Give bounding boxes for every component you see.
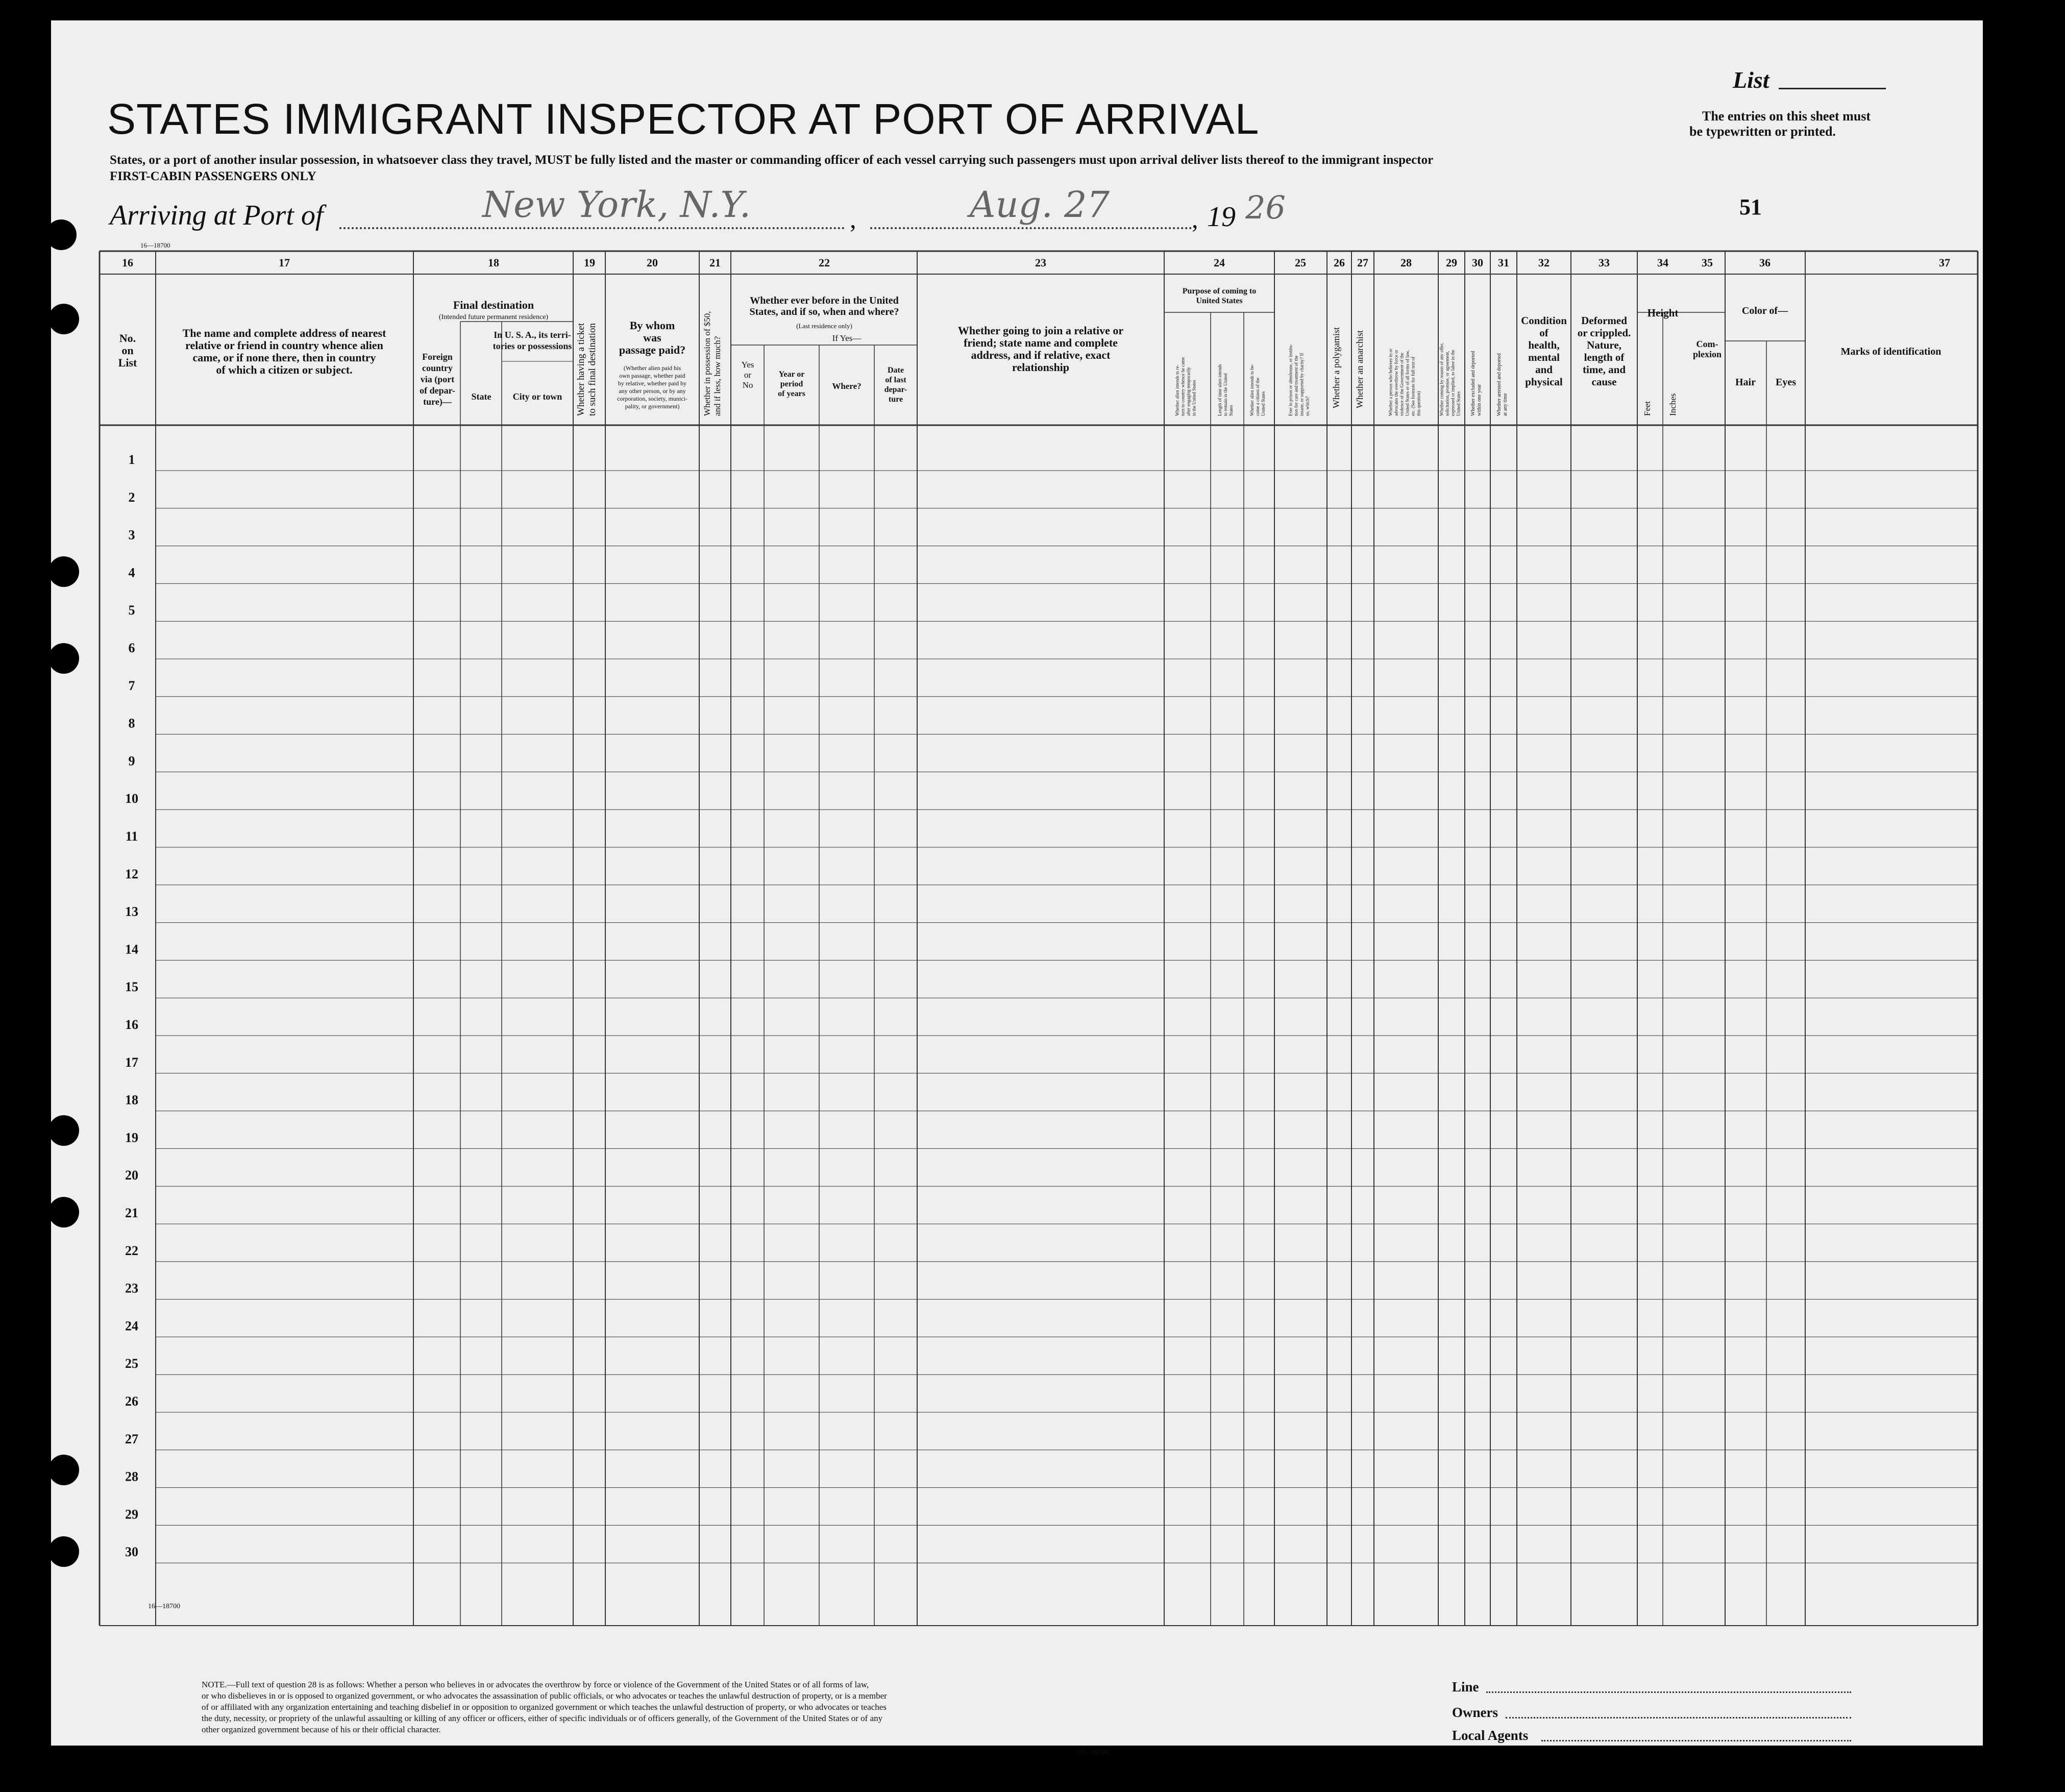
row-number: 3 [128, 527, 135, 543]
row-number: 17 [125, 1054, 138, 1070]
local-agents-label: Local Agents [1452, 1728, 1529, 1743]
if-yes-header: If Yes— [832, 333, 862, 343]
col31-header: at any time [1503, 393, 1508, 416]
col27-header: Whether an anarchist [1355, 330, 1365, 408]
col20-note: own passage, whether paid [619, 372, 685, 379]
list-label: List [1733, 67, 1769, 93]
complexion-header: Com- [1696, 339, 1718, 349]
row-number: 20 [125, 1168, 138, 1183]
col25-header: Ever in prison or almshouse, or institu- [1288, 344, 1293, 416]
col33-header: or crippled. [1577, 327, 1631, 339]
city-or-town-header: City or town [512, 391, 562, 402]
column-number: 24 [1214, 256, 1225, 269]
col29-header: United States [1456, 391, 1461, 416]
row-number: 27 [125, 1431, 138, 1446]
col29-header: solicitation, promise, or agreement, [1444, 351, 1450, 416]
col28-header: Whether a person who believes in or [1388, 349, 1393, 416]
col25-header: tion for care and treatment of the [1293, 355, 1299, 416]
col28-header: this question) [1416, 391, 1421, 416]
column-number: 36 [1759, 256, 1771, 269]
final-destination-header: Final destination [453, 299, 534, 311]
arriving-label: Arriving at Port of [110, 200, 324, 231]
foreign-country-header: Foreign [422, 352, 453, 362]
separator-comma: , [1192, 205, 1198, 233]
row-number: 24 [125, 1318, 138, 1334]
col22-note: (Last residence only) [796, 322, 852, 330]
col17-header: of which a citizen or subject. [216, 363, 353, 376]
col24-header: Purpose of coming to [1182, 287, 1257, 296]
sheet-number: 51 [1739, 194, 1762, 219]
col24b-header: Length of time alien intends [1217, 364, 1222, 416]
footnote-line: of or affiliated with any organization entertaining and teaching disbelief in or opposition to organized government or which teaches the unlawful destruction of property, or who advocates or teaches [202, 1702, 887, 1712]
footer-form-code: 16—18700 [148, 1603, 180, 1610]
col20-note: pality, or government) [625, 403, 680, 410]
in-usa-header: tories or possessions [493, 341, 572, 351]
col30-header: Whether excluded and deported [1470, 351, 1476, 416]
col24c-header: come a citizen of the [1255, 378, 1260, 416]
row-number: 28 [125, 1469, 138, 1484]
where-header: Where? [832, 381, 862, 391]
col23-header: friend; state name and complete [964, 336, 1118, 349]
inches-header: Inches [1668, 393, 1678, 416]
col25-header: insane, or supported by charity? If [1299, 353, 1305, 416]
owners-label: Owners [1452, 1705, 1498, 1720]
column-number: 28 [1400, 256, 1412, 269]
page-subtitle: States, or a port of another insular possession, in whatsoever class they travel, MUST be fully listed and the master or commanding officer of each vessel carrying such passengers must upon arrival deliver lists thereof to the immigrant inspector [110, 153, 1434, 167]
column-number: 37 [1939, 256, 1950, 269]
column-number: 31 [1498, 256, 1509, 269]
footnote-line: the duty, necessity, or propriety of the unlawful assaulting or killing of any officer or officers, either of specific individuals or of officers generally, of the Government of the United States or of any [202, 1713, 883, 1723]
col21-header: Whether in possession of $50, [702, 311, 712, 416]
no-on-list-header: No. [119, 332, 136, 345]
col31-header: Whether arrested and deported [1496, 353, 1502, 416]
col20-note: by relative, whether paid by [618, 380, 687, 387]
column-number: 33 [1599, 256, 1610, 269]
hair-header: Hair [1735, 377, 1756, 388]
col24c-header: Whether alien intends to be- [1249, 364, 1255, 416]
date-last-departure-header: Date [888, 366, 904, 375]
row-number: 8 [128, 716, 135, 731]
row-number: 10 [125, 791, 138, 806]
line-label: Line [1452, 1679, 1479, 1695]
col23-header: relationship [1012, 361, 1070, 374]
local-agents-field[interactable] [1541, 1740, 1851, 1741]
yes-or-no-header: No [742, 380, 753, 390]
col33-header: time, and [1583, 363, 1626, 376]
col20-header: By whom [629, 319, 675, 332]
col19-header: to such final destination [587, 323, 598, 416]
column-number: 21 [709, 256, 721, 269]
row-number: 23 [125, 1281, 138, 1296]
col19-header: Whether having a ticket [576, 323, 586, 416]
date-last-departure-header: depar- [884, 385, 907, 394]
col24a-header: after engaging temporarily [1186, 367, 1191, 416]
col32-header: of [1539, 327, 1548, 339]
typewritten-note: be typewritten or printed. [1689, 124, 1836, 139]
feet-header: Feet [1642, 401, 1652, 416]
no-on-list-header: on [121, 344, 134, 357]
col32-header: mental [1528, 351, 1560, 363]
row-number: 11 [125, 829, 138, 844]
column-number: 32 [1538, 256, 1550, 269]
col24-header: United States [1196, 297, 1243, 305]
col24a-header: Whether alien intends to re- [1174, 364, 1180, 416]
column-number: 35 [1702, 256, 1713, 269]
col33-header: Deformed [1581, 314, 1627, 327]
column-number: 16 [122, 256, 133, 269]
col24a-header: in the United States [1191, 380, 1197, 416]
col17-header: The name and complete address of nearest [182, 327, 386, 339]
foreign-country-header: via (port [420, 374, 455, 384]
year-or-period-header: of years [778, 389, 805, 398]
eyes-header: Eyes [1776, 377, 1796, 388]
col28-header: violence of the Government of the [1399, 353, 1405, 416]
col20-note: any other person, or by any [619, 387, 686, 395]
date-last-departure-header: of last [885, 376, 906, 384]
footnote-line: or who disbelieves in or is opposed to organized government, or who advocates the assassination of public officials, or who advocates or teaches the unlawful destruction of property, or is a member [202, 1691, 887, 1701]
row-number: 22 [125, 1243, 138, 1258]
in-usa-header: In U. S. A., its terri- [494, 330, 571, 340]
marks-header: Marks of identification [1840, 346, 1941, 357]
row-number: 4 [128, 565, 135, 580]
column-number: 30 [1472, 256, 1483, 269]
row-number: 2 [128, 489, 135, 505]
row-number: 12 [125, 866, 138, 881]
footnote-question-28 [202, 1679, 1161, 1735]
col25-header: so, which? [1305, 396, 1310, 416]
col29-header: Whether coming by reason of any offer, [1439, 342, 1444, 416]
col28-header: United States or of all forms of law, [1405, 350, 1410, 416]
row-number: 30 [125, 1544, 138, 1560]
column-number: 23 [1035, 256, 1046, 269]
column-number: 27 [1357, 256, 1368, 269]
row-number: 18 [125, 1092, 138, 1108]
col33-header: length of [1584, 351, 1625, 363]
column-number: 34 [1657, 256, 1668, 269]
col33-header: Nature, [1587, 339, 1621, 351]
col17-header: came, or if none there, then in country [192, 351, 376, 364]
foreign-country-header: country [422, 363, 453, 373]
col17-header: relative or friend in country whence alien [185, 339, 383, 352]
col26-header: Whether a polygamist [1331, 327, 1341, 408]
footnote-code: 16—18700. [1077, 1749, 1111, 1756]
col33-header: cause [1591, 376, 1617, 388]
date-last-departure-header: ture [888, 395, 903, 404]
col32-header: Condition [1521, 314, 1567, 327]
state-header: State [471, 391, 491, 402]
row-number: 19 [125, 1130, 138, 1145]
year-prefix: 19 [1207, 201, 1236, 233]
row-number: 13 [125, 904, 138, 919]
col23-header: address, and if relative, exact [971, 349, 1111, 361]
year-or-period-header: Year or [778, 370, 805, 379]
column-number: 19 [584, 256, 595, 269]
column-number: 17 [279, 256, 290, 269]
col32-header: physical [1525, 376, 1563, 388]
footnote-line: other organized government because of his or their official character. [202, 1725, 441, 1734]
row-number: 14 [125, 942, 138, 957]
row-number: 21 [125, 1206, 138, 1220]
col22-header: States, and if so, when and where? [749, 306, 899, 317]
form-code-top: 16—18700 [140, 241, 170, 249]
row-number: 16 [125, 1017, 138, 1032]
row-number: 15 [125, 979, 138, 995]
column-number: 25 [1295, 256, 1306, 269]
line-field[interactable] [1486, 1691, 1851, 1693]
typewritten-note: The entries on this sheet must [1702, 109, 1871, 124]
year-or-period-header: period [780, 380, 803, 388]
row-number: 5 [128, 603, 135, 618]
color-of-header: Color of— [1741, 305, 1788, 316]
date-handwritten: Aug. 27 [970, 184, 1110, 226]
row-number: 1 [128, 452, 135, 467]
year-handwritten: 26 [1245, 189, 1286, 226]
class-line: FIRST-CABIN PASSENGERS ONLY [110, 169, 316, 183]
col24b-header: to remain in the United [1223, 373, 1228, 416]
col28-header: advocates the overthrow by force or [1393, 350, 1399, 416]
row-number: 29 [125, 1507, 138, 1522]
col21-header: and if less, how much? [712, 336, 722, 416]
column-number: 29 [1446, 256, 1457, 269]
col24c-header: United States [1261, 391, 1266, 416]
col28-header: etc. (See footnote for full text of [1410, 356, 1416, 416]
row-number: 25 [125, 1356, 138, 1371]
col29-header: expressed or implied, to labor in the [1450, 350, 1456, 416]
column-number: 22 [819, 256, 830, 269]
col20-note: (Whether alien paid his [623, 364, 681, 372]
height-header: Height [1647, 307, 1679, 319]
col32-header: and [1535, 363, 1553, 376]
foreign-country-header: ture)— [423, 397, 452, 407]
footnote-line: NOTE.—Full text of question 28 is as follows: Whether a person who believes in or advocates the overthrow by force or violence of the Government of the United States or of all forms of law, [202, 1680, 869, 1689]
page-title: STATES IMMIGRANT INSPECTOR AT PORT OF ARRIVAL [107, 95, 1260, 143]
col24b-header: States [1228, 405, 1234, 416]
complexion-header: plexion [1692, 349, 1722, 359]
col32-header: health, [1528, 339, 1560, 351]
yes-or-no-header: Yes [741, 360, 754, 370]
row-number: 6 [128, 641, 135, 655]
separator-comma: , [850, 205, 856, 233]
col20-note: corporation, society, munici- [617, 395, 687, 402]
col30-header: within one year [1477, 384, 1482, 416]
row-number: 26 [125, 1394, 138, 1409]
row-number: 9 [128, 753, 135, 769]
row-number: 7 [128, 678, 135, 693]
foreign-country-header: of depar- [420, 385, 455, 396]
col23-header: Whether going to join a relative or [957, 324, 1124, 337]
col20-header: passage paid? [619, 343, 686, 356]
port-handwritten: New York, N.Y. [482, 184, 751, 226]
no-on-list-header: List [118, 356, 137, 369]
column-number: 20 [647, 256, 658, 269]
col20-header: was [643, 331, 661, 344]
column-number: 18 [488, 256, 499, 269]
yes-or-no-header: or [744, 370, 752, 380]
column-number: 26 [1334, 256, 1345, 269]
col24a-header: turn to country whence he came [1180, 357, 1186, 416]
final-destination-note: (Intended future permanent residence) [438, 313, 549, 321]
col22-header: Whether ever before in the United [750, 295, 899, 306]
owners-field[interactable] [1506, 1717, 1851, 1719]
